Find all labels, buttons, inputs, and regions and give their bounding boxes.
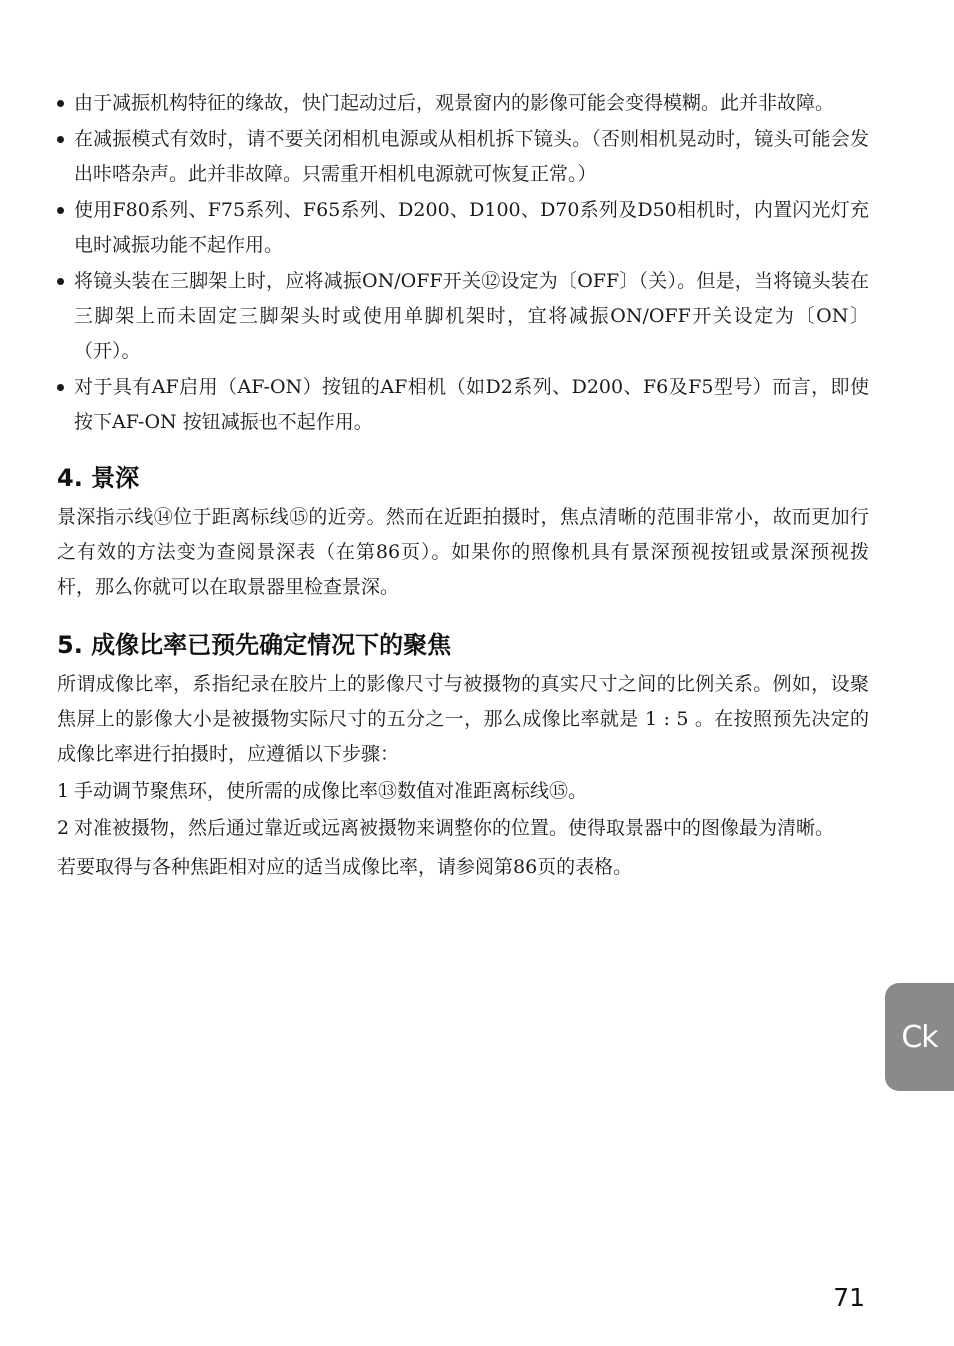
bullet-icon xyxy=(57,136,64,143)
section-5-intro: 所谓成像比率，系指纪录在胶片上的影像尺寸与被摄物的真实尺寸之间的比例关系。例如，设聚焦屏上的影像大小是被摄物实际尺寸的五分之一，那么成像比率就是 1 : 5 。在按照预先决定的成像比率进行拍摄时，应遵循以下步骤： xyxy=(57,673,869,765)
list-item xyxy=(57,86,869,121)
section-4-heading: 4. 景深 xyxy=(57,464,140,492)
page-content xyxy=(57,86,869,885)
list-item xyxy=(57,264,869,369)
bullet-icon xyxy=(57,278,64,285)
bullet-icon xyxy=(57,100,64,107)
step-number: 1 xyxy=(57,780,70,802)
language-tab xyxy=(885,983,954,1091)
list-item xyxy=(57,193,869,263)
list-item xyxy=(57,370,869,440)
step-item xyxy=(57,811,869,846)
section-5-outro: 若要取得与各种焦距相对应的适当成像比率，请参阅第86页的表格。 xyxy=(57,856,633,878)
language-tab-label: Ck xyxy=(901,1019,938,1055)
notes-list xyxy=(57,86,869,440)
page-number: 71 xyxy=(833,1283,865,1312)
bullet-icon xyxy=(57,384,64,391)
list-item-text: 对于具有AF启用（AF-ON）按钮的AF相机（如D2系列、D200、F6及F5型号）而言，即使按下AF-ON 按钮减振也不起作用。 xyxy=(74,376,869,433)
step-item xyxy=(57,774,869,809)
step-number: 2 xyxy=(57,817,70,839)
bullet-icon xyxy=(57,207,64,214)
list-item-text: 将镜头装在三脚架上时，应将减振ON/OFF开关⑫设定为〔OFF〕（关）。但是，当将镜头装在三脚架上而未固定三脚架头时或使用单脚机架时，宜将减振ON/OFF开关设定为〔ON〕（开）。 xyxy=(74,270,869,362)
step-text: 对准被摄物，然后通过靠近或远离被摄物来调整你的位置。使得取景器中的图像最为清晰。 xyxy=(74,817,835,839)
list-item-text: 使用F80系列、F75系列、F65系列、D200、D100、D70系列及D50相机时，内置闪光灯充电时减振功能不起作用。 xyxy=(74,199,869,256)
list-item-text: 由于减振机构特征的缘故，快门起动过后，观景窗内的影像可能会变得模糊。此并非故障。 xyxy=(74,92,835,114)
section-4-body: 景深指示线⑭位于距离标线⑮的近旁。然而在近距拍摄时，焦点清晰的范围非常小，故而更加行之有效的方法变为查阅景深表（在第86页）。如果你的照像机具有景深预视按钮或景深预视拨杆，那么你就可以在取景器里检查景深。 xyxy=(57,506,869,598)
step-text: 手动调节聚焦环，使所需的成像比率⑬数值对准距离标线⑮。 xyxy=(74,780,588,802)
list-item-text: 在减振模式有效时，请不要关闭相机电源或从相机拆下镜头。（否则相机晃动时，镜头可能会发出咔嗒杂声。此并非故障。只需重开相机电源就可恢复正常。） xyxy=(74,128,869,185)
list-item xyxy=(57,122,869,192)
section-5-heading: 5. 成像比率已预先确定情况下的聚焦 xyxy=(57,631,452,659)
